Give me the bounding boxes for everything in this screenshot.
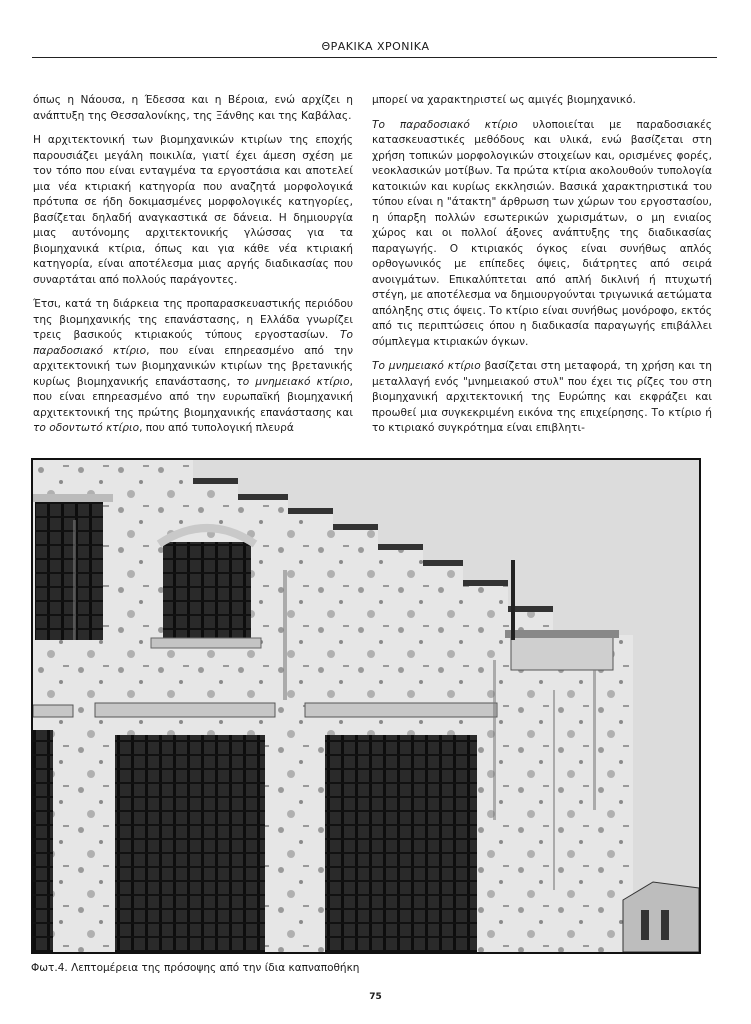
left-paragraph-3 (33, 297, 353, 437)
text-span: βασίζεται στη μεταφορά, τη χρήση και τη μεταλλαγή ενός "μνημειακού στυλ" που έχει τις ρίζες του στη βιομηχανική αρχιτεκτονική της Ευρώπης και εκφράζει και προωθεί μια συγκεκριμένη εικόνα της επιχείρησης. Το κτίριο ή το κτιριακό συγκρότημα είναι επιβλητι- (372, 360, 712, 434)
left-column (33, 93, 353, 446)
header-rule (32, 57, 717, 58)
text-span: , που από τυπολογική πλευρά (139, 422, 294, 434)
facade-photograph (31, 458, 701, 954)
text-span: υλοποιείται με παραδοσιακές κατασκευαστικές μεθόδους και υλικά, ενώ βασίζεται στη χρήση τοπικών μορφολογικών στοιχείων και, ορισμένες φορές, νεοκλασικών μοτίβων. Τα πρώτα κτίρια ακολουθούν τυπολογία κατοικιών και κυρίως εκκλησιών. Βασικά χαρακτηριστικά του τύπου είναι η "άτακτη" άρθρωση των χώρων του εργοστασίου, η ύπαρξη πολλών εσωτερικών χωρισμάτων, ο μη ενιαίος χώρος και οι πολλοί άξονες ανάπτυξης της διαδικασίας παραγωγής. Ο κτιριακός όγκος είναι συνήθως απλός ορθογωνικός με επίπεδες όψεις, διάτρητες από σειρά ανοιγμάτων. Επικαλύπτεται από απλή δικλινή ή πτυχωτή στέγη, με αποτέλεσμα να δημιουργούνται τριγωνικά αετώματα απόληξης στις όψεις. Το κτίριο είναι συνήθως μονόροφο, εκτός από τις περιπτώσεις όπου η διαδικασία παραγωγής επιβάλλει σύμπλεγμα κτιριακών όγκων. (372, 118, 712, 348)
photo-caption: Φωτ.4. Λεπτομέρεια της πρόσοψης από την ίδια καπναποθήκη (31, 962, 360, 974)
left-paragraph-2: Η αρχιτεκτονική των βιομηχανικών κτιρίων της εποχής παρουσιάζει μεγάλη ποικιλία, γιατί έχει άμεση σχέση με τον τόπο που είναι ενταγμένα τα εργοστάσια και αποτελεί μια νέα κτιριακή κατηγορία που αναζητά μορφολογικά πρότυπα σε ήδη δοκιμασμένες μορφολογικές κατηγορίες, βασίζεται δηλαδή αναγκαστικά σε δάνεια. Η δημιουργία μιας αυτόνομης αρχιτεκτονικής γλώσσας για τα βιομηχανικά κτίρια, όπως και για κάθε νέα κτιριακή κατηγορία, είναι αποτέλεσμα μιας αργής διαδικασίας που συναρτάται από πολλούς παράγοντες. (33, 134, 353, 286)
left-paragraph-1: όπως η Νάουσα, η Έδεσσα και η Βέροια, ενώ αρχίζει η ανάπτυξη της Θεσσαλονίκης, της Ξάνθης και της Καβάλας. (33, 94, 353, 122)
text-span: Έτσι, κατά τη διάρκεια της προπαρασκευαστικής περιόδου της βιομηχανικής της επανάστασης, η Ελλάδα γνωρίζει τρεις βασικούς κτιριακούς τύπους εργοστασίων. (33, 298, 353, 341)
emphasis-monumental-building: Το μνημειακό κτίριο (372, 360, 481, 372)
facade-illustration (33, 460, 699, 952)
right-column (372, 93, 712, 446)
right-paragraph-2 (372, 118, 712, 351)
emphasis-traditional-building: Το παραδοσιακό κτίριο (372, 118, 518, 131)
emphasis-monumental-building: το μνημειακό κτίριο (236, 375, 350, 388)
emphasis-toothed-building: το οδοντωτό κτίριο (33, 422, 140, 434)
emphasis-traditional-building: Το παραδοσιακό κτίριο (33, 329, 353, 357)
right-paragraph-3 (372, 359, 712, 437)
page-number: 75 (369, 992, 382, 1002)
running-header: ΘΡΑΚΙΚΑ ΧΡΟΝΙΚΑ (321, 40, 430, 53)
text-span: , που είναι επηρεασμένο από την ευρωπαϊκή βιομηχανική αρχιτεκτονική της πρώτης βιομηχανικής επανάστασης και (33, 375, 353, 419)
right-paragraph-1: μπορεί να χαρακτηριστεί ως αμιγές βιομηχανικό. (372, 94, 636, 106)
text-span: , που είναι επηρεασμένο από την αρχιτεκτονική των βιομηχανικών κτιρίων της βρετανικής κυρίως βιομηχανικής επανάστασης, (33, 344, 353, 388)
